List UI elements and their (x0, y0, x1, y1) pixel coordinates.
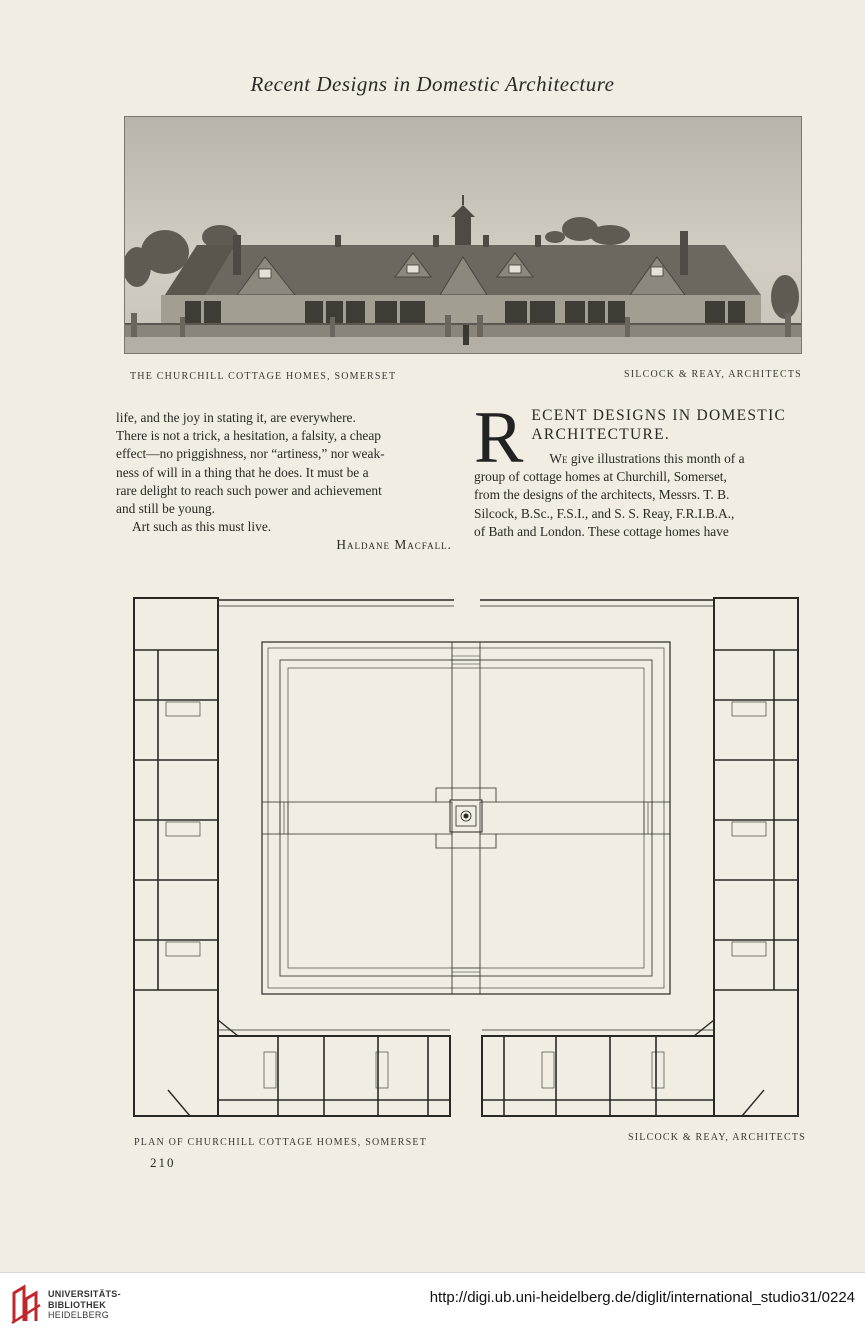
drop-cap: R (474, 397, 524, 479)
text-line: and still be young. (116, 501, 215, 517)
text-line: rare delight to reach such power and achievement (116, 482, 382, 498)
text-line: ness of will in a thing that he does. It must be a (116, 464, 369, 480)
text-line: There is not a trick, a hesitation, a falsity, a cheap (116, 428, 381, 444)
permalink-url[interactable]: http://digi.ub.uni-heidelberg.de/diglit/international_studio31/0224 (429, 1289, 855, 1306)
photo-caption: THE CHURCHILL COTTAGE HOMES, SOMERSET (130, 371, 397, 382)
running-head: Recent Designs in Domestic Architecture (250, 72, 615, 96)
text-line-rest: give illustrations this month of a (567, 451, 745, 466)
text-line: life, and the joy in stating it, are everywhere. (116, 410, 356, 425)
right-column (474, 397, 810, 541)
floor-plan-drawing (128, 590, 804, 1126)
text-line: Silcock, B.Sc., F.S.I., and S. S. Reay, F.R.I.B.A., (474, 505, 735, 521)
article-heading: ECENT DESIGNS IN DOMESTIC (531, 407, 787, 424)
lead-word: We (549, 451, 568, 466)
plan-credit: SILCOCK & REAY, ARCHITECTS (628, 1132, 806, 1143)
left-column (116, 409, 458, 555)
text-line: effect—no priggishness, nor “artiness,” nor weak- (116, 446, 385, 462)
institution-line: BIBLIOTHEK (48, 1299, 106, 1310)
article-heading-cont: ARCHITECTURE. (531, 426, 671, 443)
institution-line: HEIDELBERG (48, 1310, 110, 1320)
cottage-homes-photo (124, 116, 802, 354)
photo-credit: SILCOCK & REAY, ARCHITECTS (624, 369, 802, 380)
text-line: of Bath and London. These cottage homes have (474, 523, 729, 539)
text-line: from the designs of the architects, Messrs. T. B. (474, 487, 730, 503)
text-line (474, 450, 810, 468)
ub-heidelberg-logo-icon (10, 1283, 44, 1325)
institution-line: UNIVERSITÄTS- (48, 1289, 121, 1299)
page-number: 210 (150, 1155, 176, 1170)
text-line: Art such as this must live. (132, 519, 272, 535)
author-signature: Haldane Macfall. (336, 537, 452, 553)
text-line: group of cottage homes at Churchill, Somerset, (474, 469, 727, 485)
viewer-footer (0, 1272, 865, 1334)
plan-caption: PLAN OF CHURCHILL COTTAGE HOMES, SOMERSET (134, 1137, 428, 1148)
institution-name (48, 1289, 121, 1321)
